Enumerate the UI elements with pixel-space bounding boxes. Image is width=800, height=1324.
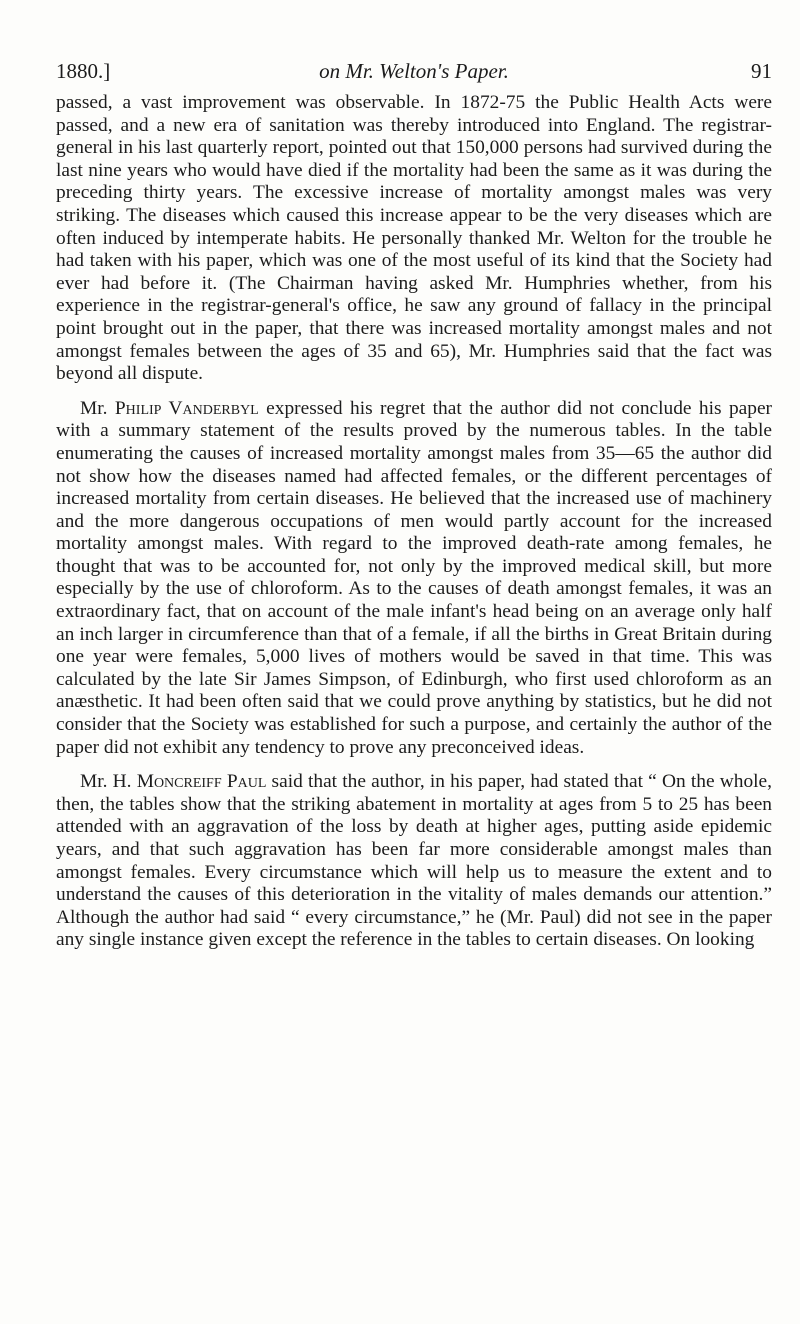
page-number: 91 <box>751 59 772 83</box>
paragraph-2-lead: Mr. <box>80 397 115 419</box>
paragraph-3 <box>56 771 772 952</box>
paragraph-2 <box>56 398 772 760</box>
paragraph-3-lead: Mr. H. <box>80 771 137 793</box>
running-head <box>56 56 772 86</box>
header-year: 1880.] <box>56 59 111 83</box>
paragraph-1-text: passed, a vast improvement was observable. In 1872-75 the Public Health Acts were passed, and a new era of sanitation was thereby introduced into England. The registrar-general in his last quarterly report, pointed out that 150,000 persons had survived during the last nine years who would have died if the mortality had been the same as it was during the preceding thirty years. The excessive increase of mortality amongst males was very striking. The diseases which caused this increase appear to be the very diseases which are often induced by intemperate habits. He personally thanked Mr. Welton for the trouble he had taken with his paper, which was one of the most useful of its kind that the Society had ever had before it. (The Chairman having asked Mr. Humphries whether, from his experience in the registrar-general's office, he saw any ground of fallacy in the principal point brought out in the paper, that there was increased mortality amongst males and not amongst females between the ages of 35 and 65), Mr. Humphries said that the fact was beyond all dispute. <box>56 92 772 385</box>
speaker-name-paul: Moncreiff Paul <box>136 771 267 793</box>
paragraph-2-text: expressed his regret that the author did not conclude his paper with a summary statement of the results proved by the numerous tables. In the table enumerating the causes of increased mortality amongst males from 35—65 the author did not show how the diseases named had affected females, or the different percentages of increased mortality from certain diseases. He believed that the increased use of machinery and the more dangerous occupations of men would partly account for the increased mortality amongst males. With regard to the improved death-rate among females, he thought that was to be accounted for, not only by the improved medical skill, but more especially by the use of chloroform. As to the causes of death amongst females, it was an extraordinary fact, that on account of the male infant's head being on an average only half an inch larger in circumference than that of a female, if all the births in Great Britain during one year were females, 5,000 lives of mothers would be saved in that time. This was calculated by the late Sir James Simpson, of Edinburgh, who first used chloroform as an anæsthetic. It had been often said that we could prove anything by statistics, but he did not consider that the Society was established for such a purpose, and certainly the author of the paper did not exhibit any tendency to prove any preconceived ideas. <box>56 397 773 758</box>
header-title: on Mr. Welton's Paper. <box>319 59 509 83</box>
paragraph-3-text: said that the author, in his paper, had stated that “ On the whole, then, the tables show that the striking abatement in mortality at ages from 5 to 25 has been attended with an aggravation of the loss by death at higher ages, putting aside epidemic years, and that such aggravation has been far more considerable amongst males than amongst females. Every circumstance which will help us to measure the extent and to understand the causes of this deterioration in the vitality of males demands our attention.” Although the author had said “ every circumstance,” he (Mr. Paul) did not see in the paper any single instance given except the reference in the tables to certain diseases. On looking <box>56 771 772 951</box>
body-text <box>56 92 772 952</box>
speaker-name-vanderbyl: Philip Vanderbyl <box>114 397 259 419</box>
paragraph-1 <box>56 92 772 386</box>
